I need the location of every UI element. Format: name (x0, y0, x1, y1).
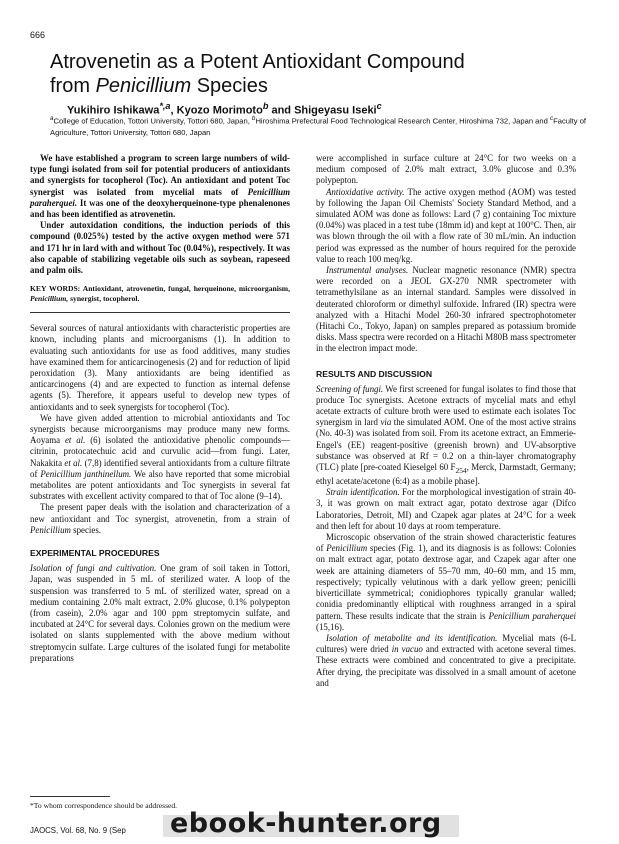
intro-p2: We have given added attention to microbial antioxidants and Toc synergists because microorganisms may produce many new forms. Aoyama et al. (6) isolated the antioxidative phenolic compounds—citrinin, protocatechuic acid and curvulic acid—from fungi. Later, Nakakita et al. (7,8) identified several antioxidants from a culture filtrate of Penicillium janthinellum. We also have reported that some microbial metabolites are potent antioxidants and Toc synergists in several fat substrates with excellent activity compared to that of Toc alone (9–14). (30, 412, 290, 502)
experimental-p1: Isolation of fungi and cultivation. One gram of soil taken in Tottori, Japan, was suspended in 5 mL of sterilized water. A loop of the suspension was transferred to 5 mL of sterilized water, spread on a medium containing 2.0% malt extract, 2.0% glucose, 0.1% polypepton (from casein), 2.0% agar and 100 ppm streptomycin sulfate, and incubated at 24°C for several days. Colonies grown on the medium were isolated on slants supplemented with the above medium without streptomycin sulfate. Large cultures of the isolated fungi for metabolite preparations (30, 563, 290, 663)
right-p1: were accomplished in surface culture at 24°C for two weeks on a medium composed of 2.0% malt extract, 3.0% glucose and 0.3% polypepton. (316, 153, 576, 186)
author-list: Yukihiro Ishikawa$^{*,a}$, Kyozo Morimoto$^b$ and Shigeyasu Iseki$^c$ (67, 101, 382, 117)
antioxidative-activity: Antioxidative activity. The active oxygen method (AOM) was tested by following the Japan Oil Chemists' Society Standard Method, and a simulated AOM was done as follows: Lard (7 g) containing Toc mixture (0.04%) was placed in a test tube (18mm id) and kept at 100°C. Then, air was blown through the oil with a flow rate of 30 mL/min. An induction period was expressed as the number of hours required for the peroxide value to reach 100 meq/kg. (316, 186, 576, 264)
abstract-divider (30, 312, 290, 313)
intro-p1: Several sources of natural antioxidants with characteristic properties are known, including plants and microorganisms (1). In addition to evaluating such antioxidants for use as food additives, many studies have examined them for anticarcinogenesis (2) and for reduction of lipid peroxidation (3). Many antioxidants are being identified as anticarcinogens (4) and are expected to function as internal defense agents (5). Therefore, it appears useful to develop new types of antioxidants and to seek synergists for tocopherol (Toc). (30, 323, 290, 412)
microscopic-observation: Microscopic observation of the strain showed characteristic features of Penicillium species (Fig. 1), and its diagnosis is as follows: Colonies on malt extract agar, potato dextrose agar, and Czapek agar after one week are attaining diameters of 55–70 mm, 40–60 mm, and 15 mm, respectively; typically velutinous with a dark yellow green; penicilli biverticillate symmetrical; conidiophores typically granular walled; conidia predominantly elliptical with roughness arranged in a spiral pattern. These results indicate that the strain is Penicillium paraherquei (15,16). (316, 532, 576, 632)
watermark: ebook-hunter.org (170, 808, 442, 839)
instrumental-analyses: Instrumental analyses. Nuclear magnetic resonance (NMR) spectra were recorded on a JEOL GX-270 NMR spectrometer with tetramethylsilane as an internal standard. Samples were dissolved in deuterated chloroform or dimethyl sulfoxide. Infrared (IR) spectra were analyzed with a Hitachi Model 260-30 infrared spectrophotometer (Hitachi Co., Tokyo, Japan) on samples prepared as potassium bromide disks. Mass spectra were recorded on a Hitachi M80B mass spectrometer in the electron impact mode. (316, 265, 577, 354)
title-line-2: from Penicillium Species (50, 75, 268, 97)
keywords: KEY WORDS: Antioxidant, atrovenetin, fungal, herqueinone, microorganism, Penicillium, synergist, tocopherol. (30, 284, 291, 304)
section-heading-results: RESULTS AND DISCUSSION (316, 368, 433, 379)
abstract-p1: We have established a program to screen large numbers of wild-type fungi isolated from soil for potential producers of antioxidants and synergists for tocopherol (Toc). An antioxidant and potent Toc synergist was isolated from mycelial mats of Penicillium paraherquei. It was one of the deoxyherqueinone-type phenalenones and has been identified as atrovenetin. (30, 153, 290, 220)
strain-identification: Strain identification. For the morphological investigation of strain 40-3, it was grown on malt extract agar, potato dextrose agar (Difco Laboratories, Detroit, MI) and Czapek agar plates at 24°C for a week and then left for about 10 days at room temperature. (316, 487, 576, 531)
left-column (30, 153, 290, 664)
isolation-of-metabolite: Isolation of metabolite and its identification. Mycelial mats (6-L cultures) were dried in vacuo and extracted with acetone several times. These extracts were combined and concentrated to give a precipitate. After drying, the precipitate was dissolved in a small amount of acetone and (316, 632, 576, 688)
affiliations: $^a$College of Education, Tottori University, Tottori 680, Japan, $^b$Hiroshima Prefectural Food Technological Research Center, Hiroshima 732, Japan and $^c$Faculty of Agriculture, Tottori University, Tottori 680, Japan (50, 115, 587, 138)
abstract (30, 153, 290, 276)
screening-of-fungi: Screening of fungi. We first screened for fungal isolates to find those that produce Toc synergists. Acetone extracts of mycelial mats and ethyl acetate extracts of culture broth were used to estimate each isolates Toc synergism in lard via the simulated AOM. One of the most active strains (No. 40-3) was isolated from soil. From its acetone extract, an Emmerie-Engel's (EE) reagent-positive (greenish brown) and UV-absorptive substance was observed at Rf = 0.2 on a thin-layer chromatography (TLC) plate [pre-coated Kieselgel 60 $F_{254}$, Merck, Darmstadt, Germany; ethyl acetate/acetone (6:4) as a mobile phase]. (316, 383, 576, 487)
title-line-1: Atrovenetin as a Potent Antioxidant Compound (50, 51, 465, 73)
article-title (50, 50, 590, 98)
footnote-rule (30, 796, 110, 797)
section-heading-experimental: EXPERIMENTAL PROCEDURES (30, 548, 160, 559)
right-column (316, 153, 576, 689)
journal-footer: JAOCS, Vol. 68, No. 9 (Sep (30, 826, 126, 835)
intro-p3: The present paper deals with the isolation and characterization of a new antioxidant and Toc synergist, atrovenetin, from a strain of Penicillium species. (30, 502, 290, 535)
page-number: 666 (30, 30, 46, 40)
abstract-p2: Under autoxidation conditions, the induction periods of this compound (0.025%) tested by the active oxygen method were 571 and 171 hr in lard with and without Toc (0.04%), respectively. It was also capable of stabilizing vegetable oils such as soybean, rapeseed and palm oils. (30, 220, 290, 276)
footnote-text: *To whom correspondence should be addressed. (30, 801, 178, 810)
